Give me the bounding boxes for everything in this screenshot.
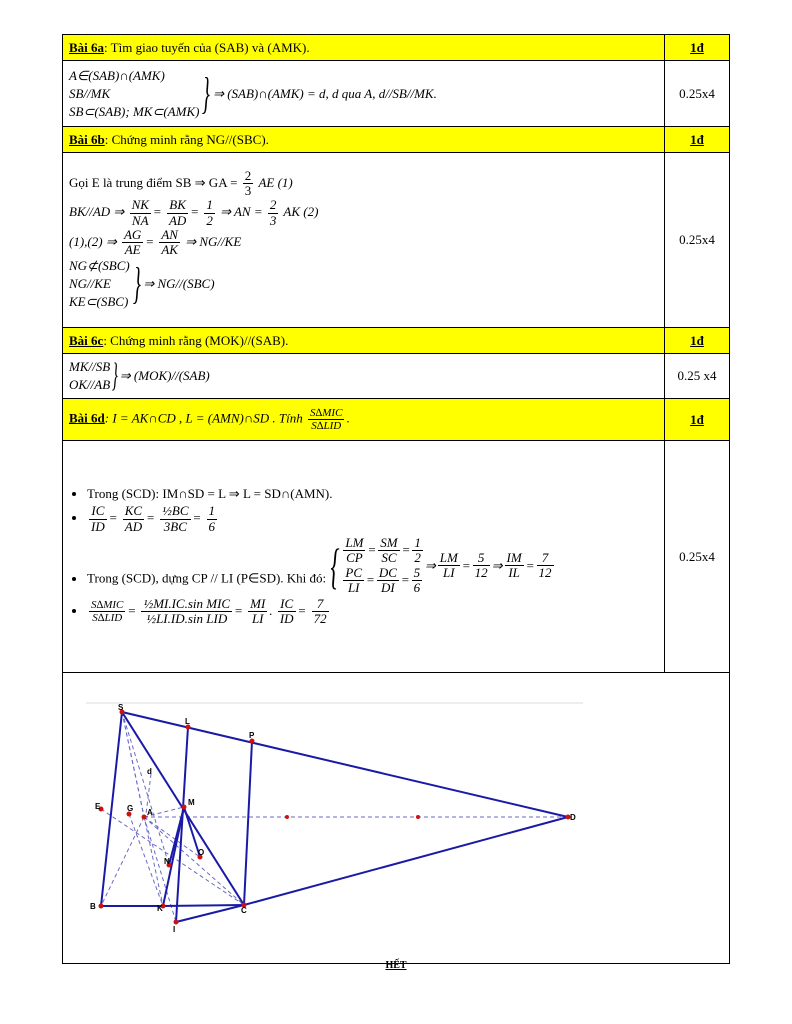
row-6b-body [63,153,730,328]
row-6d-points: 1đ [690,411,704,427]
row-6a-line2: SB//MK [69,85,111,101]
label-D: D [570,813,576,822]
geometry-figure [63,673,729,959]
row-6b-score: 0.25x4 [665,153,730,328]
row-6a-points: 1đ [690,39,704,55]
label-P: P [249,731,255,740]
row-6b-header [63,127,730,153]
row-6c-label: Bài 6c [69,332,104,348]
fraction: $\frac{BK}{AD}$ [168,197,187,228]
fraction: $\frac{AN}{AK}$ [161,226,178,258]
label-C: C [241,906,247,915]
row-6d-score: 0.25x4 [665,441,730,673]
row-6c-points: 1đ [690,332,704,348]
row-6d-label: Bài 6d [69,410,105,426]
row-6c-task: : Chứng minh rằng (MOK)//(SAB). [103,332,289,348]
row-6c-header [63,328,730,354]
row-6b-step3: (1),(2) ⇒ $\frac{AG}{AE}$ = $\frac{AN}{AK}$ ⇒ NG//KE [69,226,242,258]
row-6a-line3: SB⊂(SAB); MK⊂(AMK) [69,103,200,119]
hidden-lines [101,712,568,922]
row-6a-label: Bài 6a [69,39,105,55]
label-d: d [147,767,152,776]
fraction: $\frac{2}{3}$ [244,167,252,198]
row-6b-system: NG⊄(SBC) NG//KE KE⊂(SBC) } ⇒ NG//(SBC) [69,258,215,310]
label-M: M [188,798,195,807]
label-I: I [173,925,176,934]
label-E: E [95,802,101,811]
row-6c-system: MK//SB OK//AB } ⇒ (MOK)//(SAB) [69,357,210,394]
right-brace: } [202,68,211,118]
row-6b-step1: Gọi E là trung điểm SB ⇒ GA = $\frac{2}{3}$ AE (1) [69,167,293,198]
row-6a-line1: A∈(SAB)∩(AMK) [69,67,165,83]
row-6c-score: 0.25 x4 [665,354,730,399]
label-G: G [127,804,134,813]
row-6d-bullet4: • $\frac{\text{S∆MIC}}{\text{S∆LID}}$ = $\frac{\text{½MI.IC.sin MIC}}{\text{½LI.ID.sin LID}}$ = $\frac{MI}{LI}$ . $\frac{IC}{ID}$ = $\frac{7}{72}$ [87,597,658,627]
label-O: O [198,848,205,857]
end-marker: HẾT [385,960,407,971]
row-6d-bullet3: • Trong (SCD), dựng CP // LI (P∈SD). Khi đó: { $\frac{LM}{CP}$ = $\frac{SM}{SC}$ = $\frac{1}{2}$ $\frac{PC}{LI}$ = $\frac{DC}{DI}$ = $\frac{5}{6}$ ⇒ $\frac{LM}{LI}$ = $\frac{5}{12}$ ⇒ $\frac{IM}{IL}$ = $\frac{7}{12}$ [87,536,658,595]
fraction: $\frac{1}{2}$ [206,197,213,228]
row-6a-task: : Tìm giao tuyến của (SAB) và (AMK). [104,39,310,55]
row-6d-bullet1: • Trong (SCD): IM∩SD = L ⇒ L = SD∩(AMN). [87,486,658,502]
row-6b-step2: BK//AD ⇒ $\frac{NK}{NA}$ = $\frac{BK}{AD}$ = $\frac{1}{2}$ ⇒ AN = $\frac{2}{3}$ AK (2) [69,197,319,228]
row-6d-task: : I = AK∩CD , L = (AMN)∩SD . Tính [104,410,303,426]
point-labels [90,703,576,934]
label-L: L [185,717,190,726]
label-N: N [164,857,170,866]
label-S: S [118,703,124,712]
row-6a-score: 0.25x4 [665,61,730,127]
row-6a-conclusion: ⇒ (SAB)∩(AMK) = d, d qua A, d//SB//MK. [213,85,437,101]
label-B: B [90,902,96,911]
row-6d-header: Bài 6d: I = AK∩CD , L = (AMN)∩SD . Tính $\frac{\text{S∆MIC}}{\text{S∆LID}}$ . 1đ [63,399,730,441]
fraction: $\frac{NK}{NA}$ [131,197,149,228]
fraction: $\frac{\text{S∆MIC}}{\text{S∆LID}}$ [310,406,343,432]
row-6d-bullet2: • $\frac{IC}{ID}$ = $\frac{KC}{AD}$ = $\frac{\text{½BC}}{3BC}$ = $\frac{1}{6}$ [87,504,658,534]
right-brace: } [132,259,141,309]
figure-row [63,673,730,964]
right-brace: } [111,357,119,394]
row-6d-body [63,441,730,673]
left-brace: { [330,537,340,594]
label-K: K [157,904,163,913]
row-6b-points: 1đ [690,131,704,147]
fraction: $\frac{AG}{AE}$ [123,226,142,258]
row-6a-system [69,67,437,121]
row-6b-task: : Chứng minh rằng NG//(SBC). [104,131,269,147]
fraction: $\frac{2}{3}$ [269,197,277,228]
row-6a-header [63,35,730,61]
answer-table [62,34,730,964]
row-6a-body [63,61,730,127]
row-6c-body [63,354,730,399]
row-6b-label: Bài 6b [69,131,105,147]
label-A: A [147,808,153,817]
